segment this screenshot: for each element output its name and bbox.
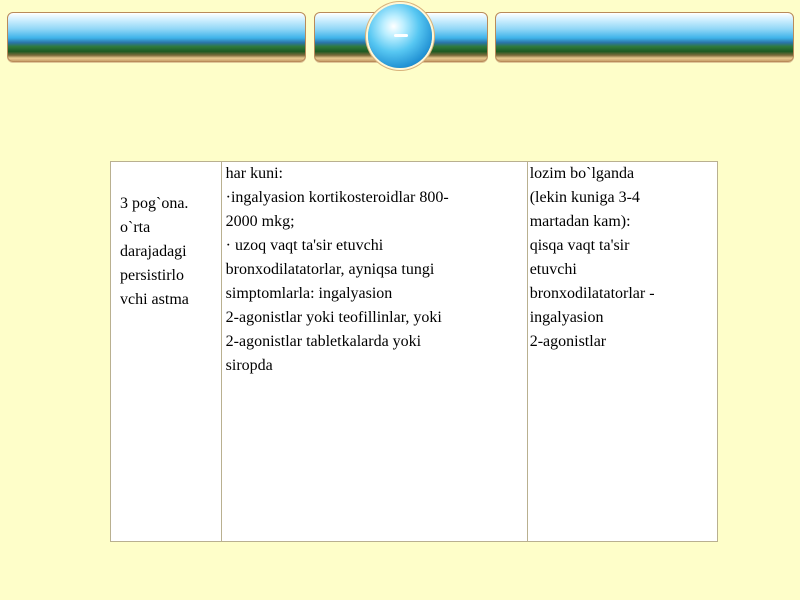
table-row <box>111 162 718 542</box>
as-needed-line: 2-agonistlar <box>529 333 607 350</box>
as-needed-line: lozim bo`lganda <box>529 165 635 182</box>
as-needed-line: ingalyasion <box>529 309 604 326</box>
daily-treatment-line: 2-agonistlar yoki teofillinlar, yoki <box>225 309 442 326</box>
left-banner <box>7 12 306 62</box>
daily-treatment-line: bronxodilatatorlar, ayniqsa tungi <box>225 261 435 278</box>
daily-treatment-line: ·ingalyasion kortikosteroidlar 800- <box>225 189 449 206</box>
stage-line: 3 pog`ona. <box>120 195 189 212</box>
as-needed-line: martadan kam): <box>529 213 631 230</box>
stage-line: darajadagi <box>120 243 187 260</box>
globe-icon <box>368 4 432 68</box>
treatment-table <box>110 161 718 542</box>
daily-treatment-line: har kuni: <box>225 165 283 182</box>
stage-line: vchi astma <box>120 291 189 308</box>
as-needed-line: (lekin kuniga 3-4 <box>529 189 640 206</box>
daily-treatment-line: 2-agonistlar tabletkalarda yoki <box>225 333 422 350</box>
as-needed-line: qisqa vaqt ta'sir <box>529 237 630 254</box>
daily-treatment-line: · uzoq vaqt ta'sir etuvchi <box>225 237 384 254</box>
as-needed-line: etuvchi <box>529 261 577 278</box>
daily-treatment-cell <box>221 162 527 542</box>
daily-treatment-line: simptomlarla: ingalyasion <box>225 285 393 302</box>
stage-cell <box>111 162 222 542</box>
daily-treatment-line: siropda <box>225 357 273 374</box>
as-needed-line: bronxodilatatorlar - <box>529 285 655 302</box>
daily-treatment-line: 2000 mkg; <box>225 213 295 230</box>
right-banner <box>495 12 794 62</box>
as-needed-cell <box>527 162 717 542</box>
stage-line: persistirlo <box>120 267 184 284</box>
stage-line: o`rta <box>120 219 151 236</box>
